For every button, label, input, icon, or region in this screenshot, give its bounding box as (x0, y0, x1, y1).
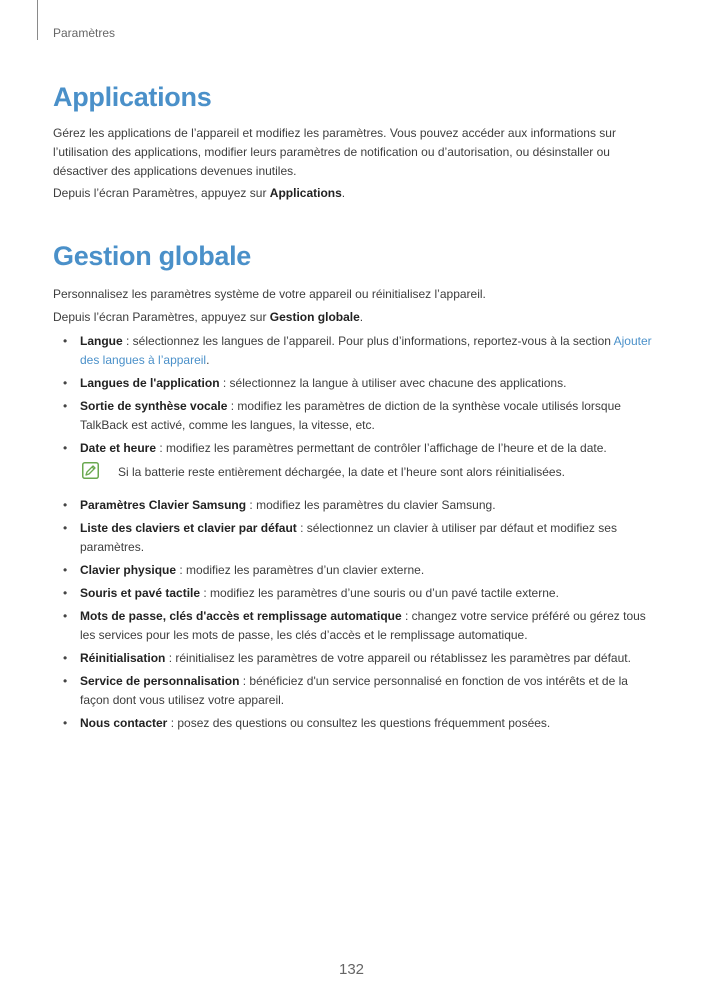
list-item (53, 672, 653, 710)
list-item-text: : modifiez les paramètres de diction de la synthèse vocale utilisés lorsque TalkBack est activé, comme les langues, la vitesse, etc. (80, 399, 621, 432)
list-item-text: : modifiez les paramètres d’une souris ou d’un pavé tactile externe. (200, 586, 559, 600)
applications-description: Gérez les applications de l’appareil et modifiez les paramètres. Vous pouvez accéder aux informations sur l’utilisation des applications, modifier leurs paramètres de notification ou d’autorisation, ou désinstaller ou désactiver des applications devenues inutiles. (53, 126, 616, 178)
list-item-term: Langue (80, 334, 123, 348)
gestion-description: Personnalisez les paramètres système de votre appareil ou réinitialisez l’appareil. (53, 287, 486, 301)
list-item-term: Clavier physique (80, 563, 177, 577)
settings-list-part2 (53, 496, 653, 737)
list-item-text: : réinitialisez les paramètres de votre appareil ou rétablissez les paramètres par défaut. (165, 651, 631, 665)
section-title-applications: Applications (53, 82, 212, 112)
note-pencil-icon (82, 462, 99, 479)
list-item-text: : sélectionnez les langues de l’appareil. Pour plus d’informations, reportez-vous à la section (122, 334, 614, 348)
path-keyword: Gestion globale (269, 310, 360, 324)
list-item (53, 332, 653, 370)
list-item (53, 519, 653, 557)
list-item-text: : posez des questions ou consultez les questions fréquemment posées. (167, 716, 551, 730)
path-suffix: . (359, 310, 364, 324)
list-item (53, 439, 653, 458)
list-item (53, 374, 653, 393)
page-number: 132 (338, 961, 365, 978)
running-header: Paramètres (53, 26, 116, 40)
list-item (53, 607, 653, 645)
list-item-text: : sélectionnez un clavier à utiliser par défaut et modifiez ses paramètres. (80, 521, 617, 554)
list-item-term: Mots de passe, clés d'accès et remplissage automatique (80, 609, 402, 623)
settings-list-part1 (53, 332, 653, 462)
list-item-text: : modifiez les paramètres d’un clavier externe. (176, 563, 425, 577)
list-item (53, 714, 653, 733)
list-item-text: : bénéficiez d'un service personnalisé en fonction de vos intérêts et de la façon dont vous utilisez votre appareil. (80, 674, 628, 707)
list-item-term: Nous contacter (80, 716, 168, 730)
list-item (53, 649, 653, 668)
list-item-suffix: . (206, 353, 210, 367)
list-item-term: Service de personnalisation (80, 674, 240, 688)
list-item (53, 496, 653, 515)
path-prefix: Depuis l’écran Paramètres, appuyez sur (53, 310, 270, 324)
list-item-term: Paramètres Clavier Samsung (80, 498, 247, 512)
list-item-text: : changez votre service préféré ou gérez tous les services pour les mots de passe, les clés d’accès et le remplissage automatique. (80, 609, 646, 642)
note-text: Si la batterie reste entièrement déchargée, la date et l’heure sont alors réinitialisées. (118, 465, 565, 479)
cross-reference-link[interactable]: Ajouter des langues à l’appareil (80, 334, 652, 367)
list-item (53, 584, 653, 603)
header-divider (37, 0, 38, 40)
applications-path (53, 184, 653, 203)
list-item-text: : modifiez les paramètres permettant de contrôler l’affichage de l’heure et de la date. (156, 441, 607, 455)
list-item-term: Souris et pavé tactile (80, 586, 201, 600)
list-item-term: Liste des claviers et clavier par défaut (80, 521, 297, 535)
list-item-text: : modifiez les paramètres du clavier Samsung. (246, 498, 496, 512)
list-item-term: Langues de l'application (80, 376, 220, 390)
list-item-term: Date et heure (80, 441, 157, 455)
list-item-term: Sortie de synthèse vocale (80, 399, 228, 413)
list-item-term: Réinitialisation (80, 651, 166, 665)
note-box (82, 462, 662, 482)
path-keyword: Applications (269, 186, 342, 200)
path-prefix: Depuis l’écran Paramètres, appuyez sur (53, 186, 270, 200)
list-item-text: : sélectionnez la langue à utiliser avec chacune des applications. (219, 376, 567, 390)
path-suffix: . (341, 186, 346, 200)
list-item (53, 561, 653, 580)
list-item (53, 397, 653, 435)
gestion-path (53, 308, 653, 327)
section-title-gestion-globale: Gestion globale (53, 241, 252, 271)
